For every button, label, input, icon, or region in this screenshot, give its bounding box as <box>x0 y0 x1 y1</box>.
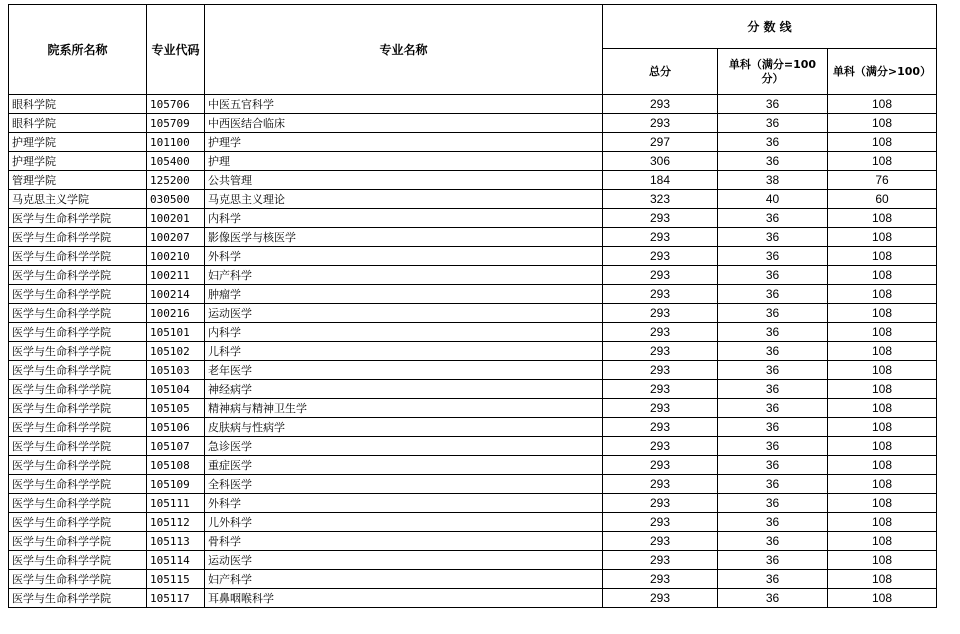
header-single-gt100: 单科（满分>100） <box>828 49 937 95</box>
cell-major: 儿外科学 <box>205 513 603 532</box>
header-major: 专业名称 <box>205 5 603 95</box>
cell-code: 105103 <box>147 361 205 380</box>
cell-total: 293 <box>603 95 718 114</box>
cell-single-100: 36 <box>718 95 828 114</box>
cell-single-100: 36 <box>718 494 828 513</box>
table-row <box>9 133 937 152</box>
score-line-table <box>8 4 937 608</box>
table-row <box>9 418 937 437</box>
cell-code: 105706 <box>147 95 205 114</box>
cell-single-gt100: 108 <box>828 570 937 589</box>
header-code: 专业代码 <box>147 5 205 95</box>
cell-single-100: 36 <box>718 456 828 475</box>
cell-total: 293 <box>603 266 718 285</box>
cell-total: 293 <box>603 494 718 513</box>
cell-single-gt100: 108 <box>828 380 937 399</box>
cell-major: 内科学 <box>205 209 603 228</box>
cell-single-100: 36 <box>718 437 828 456</box>
cell-single-gt100: 108 <box>828 361 937 380</box>
cell-college: 护理学院 <box>9 133 147 152</box>
cell-single-gt100: 108 <box>828 133 937 152</box>
cell-code: 105101 <box>147 323 205 342</box>
cell-single-gt100: 108 <box>828 494 937 513</box>
cell-total: 184 <box>603 171 718 190</box>
cell-total: 293 <box>603 209 718 228</box>
cell-major: 神经病学 <box>205 380 603 399</box>
cell-single-100: 36 <box>718 247 828 266</box>
table-row <box>9 456 937 475</box>
cell-single-100: 36 <box>718 399 828 418</box>
cell-single-gt100: 108 <box>828 247 937 266</box>
cell-code: 100201 <box>147 209 205 228</box>
cell-single-gt100: 108 <box>828 418 937 437</box>
header-single-100: 单科（满分=100分） <box>718 49 828 95</box>
cell-single-100: 36 <box>718 133 828 152</box>
cell-college: 医学与生命科学学院 <box>9 456 147 475</box>
cell-college: 眼科学院 <box>9 95 147 114</box>
cell-single-100: 36 <box>718 380 828 399</box>
cell-code: 100216 <box>147 304 205 323</box>
cell-total: 297 <box>603 133 718 152</box>
cell-college: 医学与生命科学学院 <box>9 304 147 323</box>
table-row <box>9 475 937 494</box>
cell-single-gt100: 108 <box>828 304 937 323</box>
table-row <box>9 399 937 418</box>
cell-major: 中医五官科学 <box>205 95 603 114</box>
header-score-group: 分 数 线 <box>603 5 937 49</box>
cell-total: 293 <box>603 513 718 532</box>
cell-major: 中西医结合临床 <box>205 114 603 133</box>
cell-single-100: 36 <box>718 342 828 361</box>
cell-single-gt100: 108 <box>828 437 937 456</box>
cell-college: 医学与生命科学学院 <box>9 228 147 247</box>
table-row <box>9 437 937 456</box>
table-row <box>9 152 937 171</box>
table-row <box>9 266 937 285</box>
cell-code: 100210 <box>147 247 205 266</box>
cell-major: 运动医学 <box>205 304 603 323</box>
cell-college: 医学与生命科学学院 <box>9 399 147 418</box>
cell-total: 293 <box>603 456 718 475</box>
cell-total: 293 <box>603 380 718 399</box>
table-row <box>9 361 937 380</box>
cell-code: 105102 <box>147 342 205 361</box>
cell-single-100: 36 <box>718 475 828 494</box>
cell-major: 公共管理 <box>205 171 603 190</box>
cell-single-100: 36 <box>718 266 828 285</box>
cell-total: 293 <box>603 114 718 133</box>
cell-major: 耳鼻咽喉科学 <box>205 589 603 608</box>
cell-college: 医学与生命科学学院 <box>9 209 147 228</box>
cell-college: 护理学院 <box>9 152 147 171</box>
cell-code: 105105 <box>147 399 205 418</box>
cell-single-100: 38 <box>718 171 828 190</box>
cell-single-100: 36 <box>718 323 828 342</box>
cell-single-gt100: 108 <box>828 513 937 532</box>
cell-single-gt100: 108 <box>828 551 937 570</box>
cell-total: 293 <box>603 437 718 456</box>
cell-total: 293 <box>603 304 718 323</box>
cell-code: 030500 <box>147 190 205 209</box>
cell-college: 医学与生命科学学院 <box>9 494 147 513</box>
cell-total: 293 <box>603 475 718 494</box>
score-table-container <box>8 4 937 608</box>
cell-major: 运动医学 <box>205 551 603 570</box>
cell-code: 100214 <box>147 285 205 304</box>
cell-code: 105108 <box>147 456 205 475</box>
cell-single-100: 36 <box>718 114 828 133</box>
cell-total: 306 <box>603 152 718 171</box>
cell-single-100: 36 <box>718 285 828 304</box>
cell-single-gt100: 108 <box>828 95 937 114</box>
cell-major: 老年医学 <box>205 361 603 380</box>
table-row <box>9 323 937 342</box>
cell-single-gt100: 60 <box>828 190 937 209</box>
cell-major: 急诊医学 <box>205 437 603 456</box>
cell-college: 医学与生命科学学院 <box>9 437 147 456</box>
cell-code: 105107 <box>147 437 205 456</box>
cell-code: 105114 <box>147 551 205 570</box>
table-row <box>9 342 937 361</box>
cell-single-100: 36 <box>718 209 828 228</box>
cell-college: 医学与生命科学学院 <box>9 475 147 494</box>
cell-code: 105113 <box>147 532 205 551</box>
cell-total: 293 <box>603 418 718 437</box>
cell-major: 马克思主义理论 <box>205 190 603 209</box>
table-row <box>9 494 937 513</box>
cell-major: 骨科学 <box>205 532 603 551</box>
cell-college: 医学与生命科学学院 <box>9 342 147 361</box>
cell-college: 医学与生命科学学院 <box>9 513 147 532</box>
cell-single-100: 40 <box>718 190 828 209</box>
cell-college: 医学与生命科学学院 <box>9 361 147 380</box>
cell-college: 医学与生命科学学院 <box>9 285 147 304</box>
cell-code: 125200 <box>147 171 205 190</box>
table-row <box>9 247 937 266</box>
table-row <box>9 228 937 247</box>
table-row <box>9 114 937 133</box>
cell-code: 105112 <box>147 513 205 532</box>
cell-code: 105111 <box>147 494 205 513</box>
cell-single-gt100: 108 <box>828 209 937 228</box>
cell-code: 100207 <box>147 228 205 247</box>
cell-total: 293 <box>603 323 718 342</box>
cell-major: 全科医学 <box>205 475 603 494</box>
table-row <box>9 304 937 323</box>
cell-college: 管理学院 <box>9 171 147 190</box>
cell-college: 医学与生命科学学院 <box>9 589 147 608</box>
table-row <box>9 285 937 304</box>
cell-major: 皮肤病与性病学 <box>205 418 603 437</box>
table-row <box>9 570 937 589</box>
table-row <box>9 209 937 228</box>
cell-total: 293 <box>603 228 718 247</box>
cell-code: 105106 <box>147 418 205 437</box>
cell-major: 内科学 <box>205 323 603 342</box>
cell-total: 293 <box>603 399 718 418</box>
table-row <box>9 171 937 190</box>
table-row <box>9 589 937 608</box>
table-body <box>9 95 937 608</box>
cell-college: 医学与生命科学学院 <box>9 418 147 437</box>
cell-total: 323 <box>603 190 718 209</box>
table-row <box>9 380 937 399</box>
cell-single-gt100: 108 <box>828 532 937 551</box>
header-total: 总分 <box>603 49 718 95</box>
cell-college: 医学与生命科学学院 <box>9 247 147 266</box>
cell-college: 医学与生命科学学院 <box>9 266 147 285</box>
cell-college: 医学与生命科学学院 <box>9 570 147 589</box>
cell-college: 眼科学院 <box>9 114 147 133</box>
cell-code: 105115 <box>147 570 205 589</box>
table-row <box>9 513 937 532</box>
cell-major: 护理 <box>205 152 603 171</box>
cell-total: 293 <box>603 342 718 361</box>
cell-college: 医学与生命科学学院 <box>9 532 147 551</box>
cell-major: 肿瘤学 <box>205 285 603 304</box>
cell-code: 105104 <box>147 380 205 399</box>
cell-code: 105117 <box>147 589 205 608</box>
cell-single-gt100: 108 <box>828 285 937 304</box>
cell-single-gt100: 108 <box>828 342 937 361</box>
cell-major: 精神病与精神卫生学 <box>205 399 603 418</box>
table-row <box>9 190 937 209</box>
cell-single-gt100: 108 <box>828 266 937 285</box>
cell-major: 妇产科学 <box>205 266 603 285</box>
cell-single-100: 36 <box>718 589 828 608</box>
cell-total: 293 <box>603 551 718 570</box>
cell-major: 护理学 <box>205 133 603 152</box>
cell-single-100: 36 <box>718 513 828 532</box>
cell-code: 105400 <box>147 152 205 171</box>
cell-total: 293 <box>603 361 718 380</box>
cell-single-100: 36 <box>718 361 828 380</box>
cell-total: 293 <box>603 532 718 551</box>
cell-single-100: 36 <box>718 418 828 437</box>
cell-code: 105709 <box>147 114 205 133</box>
cell-total: 293 <box>603 589 718 608</box>
cell-major: 妇产科学 <box>205 570 603 589</box>
header-college: 院系所名称 <box>9 5 147 95</box>
cell-single-100: 36 <box>718 152 828 171</box>
cell-major: 儿科学 <box>205 342 603 361</box>
cell-single-100: 36 <box>718 532 828 551</box>
table-row <box>9 532 937 551</box>
cell-single-gt100: 108 <box>828 323 937 342</box>
cell-total: 293 <box>603 285 718 304</box>
cell-code: 100211 <box>147 266 205 285</box>
cell-single-100: 36 <box>718 228 828 247</box>
cell-single-gt100: 108 <box>828 152 937 171</box>
table-row <box>9 551 937 570</box>
cell-code: 105109 <box>147 475 205 494</box>
cell-total: 293 <box>603 570 718 589</box>
cell-major: 外科学 <box>205 247 603 266</box>
cell-college: 医学与生命科学学院 <box>9 323 147 342</box>
cell-single-100: 36 <box>718 551 828 570</box>
cell-single-gt100: 108 <box>828 456 937 475</box>
cell-single-gt100: 108 <box>828 114 937 133</box>
cell-college: 医学与生命科学学院 <box>9 551 147 570</box>
cell-single-100: 36 <box>718 570 828 589</box>
cell-single-gt100: 108 <box>828 399 937 418</box>
cell-total: 293 <box>603 247 718 266</box>
cell-code: 101100 <box>147 133 205 152</box>
table-row <box>9 95 937 114</box>
cell-college: 马克思主义学院 <box>9 190 147 209</box>
cell-single-gt100: 76 <box>828 171 937 190</box>
cell-major: 影像医学与核医学 <box>205 228 603 247</box>
cell-major: 重症医学 <box>205 456 603 475</box>
cell-single-100: 36 <box>718 304 828 323</box>
cell-major: 外科学 <box>205 494 603 513</box>
cell-college: 医学与生命科学学院 <box>9 380 147 399</box>
cell-single-gt100: 108 <box>828 589 937 608</box>
cell-single-gt100: 108 <box>828 475 937 494</box>
cell-single-gt100: 108 <box>828 228 937 247</box>
